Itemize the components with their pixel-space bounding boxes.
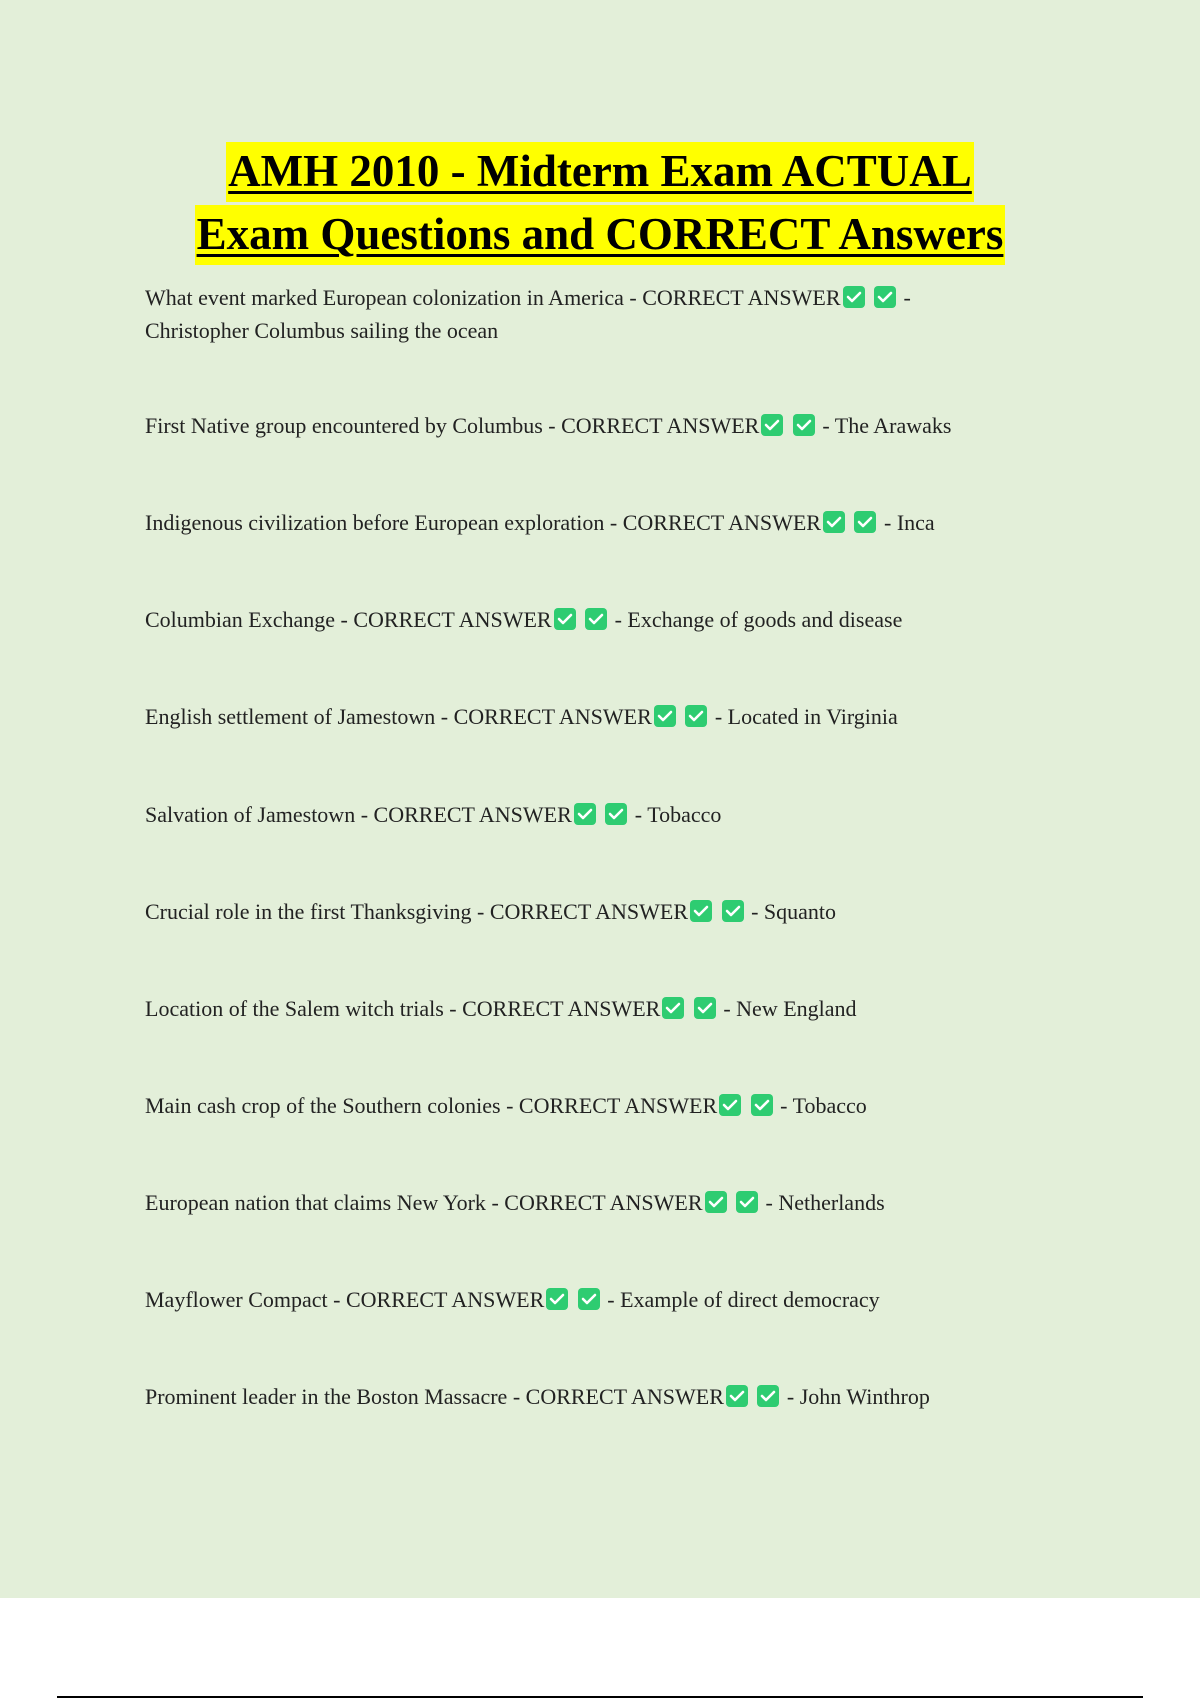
question-text: Crucial role in the first Thanksgiving [145,899,472,924]
answer-text: Tobacco [647,802,722,827]
check-icon [605,803,627,825]
qa-item: Location of the Salem witch trials - CORRECT ANSWER - New England [145,996,857,1021]
qa-item: Indigenous civilization before European exploration - CORRECT ANSWER - Inca [145,510,935,535]
correct-answer-label: CORRECT ANSWER [504,1190,703,1215]
check-icon [654,705,676,727]
qa-item: Prominent leader in the Boston Massacre - CORRECT ANSWER - John Winthrop [145,1384,930,1409]
answer-text: Netherlands [778,1190,885,1215]
document-title [0,142,1200,268]
answer-text: Inca [896,510,935,535]
check-icon [751,1094,773,1116]
check-icon [761,414,783,436]
title-line-2: Exam Questions and CORRECT Answers [195,205,1006,265]
check-icon [843,286,865,308]
check-icon [554,608,576,630]
check-icon [719,1094,741,1116]
check-icon [578,1288,600,1310]
answer-text: Exchange of goods and disease [627,607,903,632]
question-text: Columbian Exchange [145,607,336,632]
question-text: First Native group encountered by Columbus [145,413,543,438]
check-icon [854,511,876,533]
qa-item: European nation that claims New York - CORRECT ANSWER - Netherlands [145,1190,885,1215]
correct-answer-label: CORRECT ANSWER [525,1384,724,1409]
correct-answer-label: CORRECT ANSWER [453,704,652,729]
check-icon [546,1288,568,1310]
check-icon [662,997,684,1019]
correct-answer-label: CORRECT ANSWER [642,285,841,310]
correct-answer-label: CORRECT ANSWER [518,1093,718,1118]
answer-text: Example of direct democracy [620,1287,880,1312]
check-icon [823,511,845,533]
question-text: Location of the Salem witch trials [145,996,444,1021]
correct-answer-label: CORRECT ANSWER [561,413,760,438]
check-icon [874,286,896,308]
question-text: Indigenous civilization before European exploration [145,510,605,535]
check-icon [694,997,716,1019]
correct-answer-label: CORRECT ANSWER [622,510,821,535]
question-text: Prominent leader in the Boston Massacre [145,1384,508,1409]
check-icon [585,608,607,630]
question-text: What event marked European colonization in America [145,285,624,310]
qa-item: Salvation of Jamestown - CORRECT ANSWER - Tobacco [145,802,722,827]
answer-text: Located in Virginia [727,704,898,729]
check-icon [757,1385,779,1407]
check-icon [726,1385,748,1407]
answer-text: Christopher Columbus sailing the ocean [145,318,499,343]
question-text: Main cash crop of the Southern colonies [145,1093,501,1118]
correct-answer-label: CORRECT ANSWER [353,607,552,632]
qa-item: First Native group encountered by Columbus - CORRECT ANSWER - The Arawaks [145,413,952,438]
question-text: English settlement of Jamestown [145,704,436,729]
answer-text: Tobacco [792,1093,867,1118]
answer-text: New England [736,996,857,1021]
correct-answer-label: CORRECT ANSWER [373,802,572,827]
check-icon [690,900,712,922]
check-icon [705,1191,727,1213]
correct-answer-label: CORRECT ANSWER [346,1287,545,1312]
qa-item: Columbian Exchange - CORRECT ANSWER - Exchange of goods and disease [145,607,903,632]
qa-item: Main cash crop of the Southern colonies - CORRECT ANSWER - Tobacco [145,1093,867,1118]
question-text: Mayflower Compact [145,1287,328,1312]
check-icon [736,1191,758,1213]
qa-item: Mayflower Compact - CORRECT ANSWER - Example of direct democracy [145,1287,880,1312]
check-icon [574,803,596,825]
check-icon [685,705,707,727]
qa-item: Crucial role in the first Thanksgiving - CORRECT ANSWER - Squanto [145,899,837,924]
qa-item: What event marked European colonization in America - CORRECT ANSWER - Christopher Columbus sailing the ocean [145,285,911,343]
check-icon [722,900,744,922]
answer-text: John Winthrop [799,1384,930,1409]
footer-divider [57,1696,1143,1698]
question-text: European nation that claims New York [145,1190,486,1215]
correct-answer-label: CORRECT ANSWER [489,899,689,924]
title-line-1: AMH 2010 - Midterm Exam ACTUAL [226,142,974,202]
qa-item: English settlement of Jamestown - CORRECT ANSWER - Located in Virginia [145,704,898,729]
check-icon [793,414,815,436]
correct-answer-label: CORRECT ANSWER [462,996,661,1021]
answer-text: The Arawaks [834,413,952,438]
answer-text: Squanto [763,899,837,924]
question-text: Salvation of Jamestown [145,802,356,827]
